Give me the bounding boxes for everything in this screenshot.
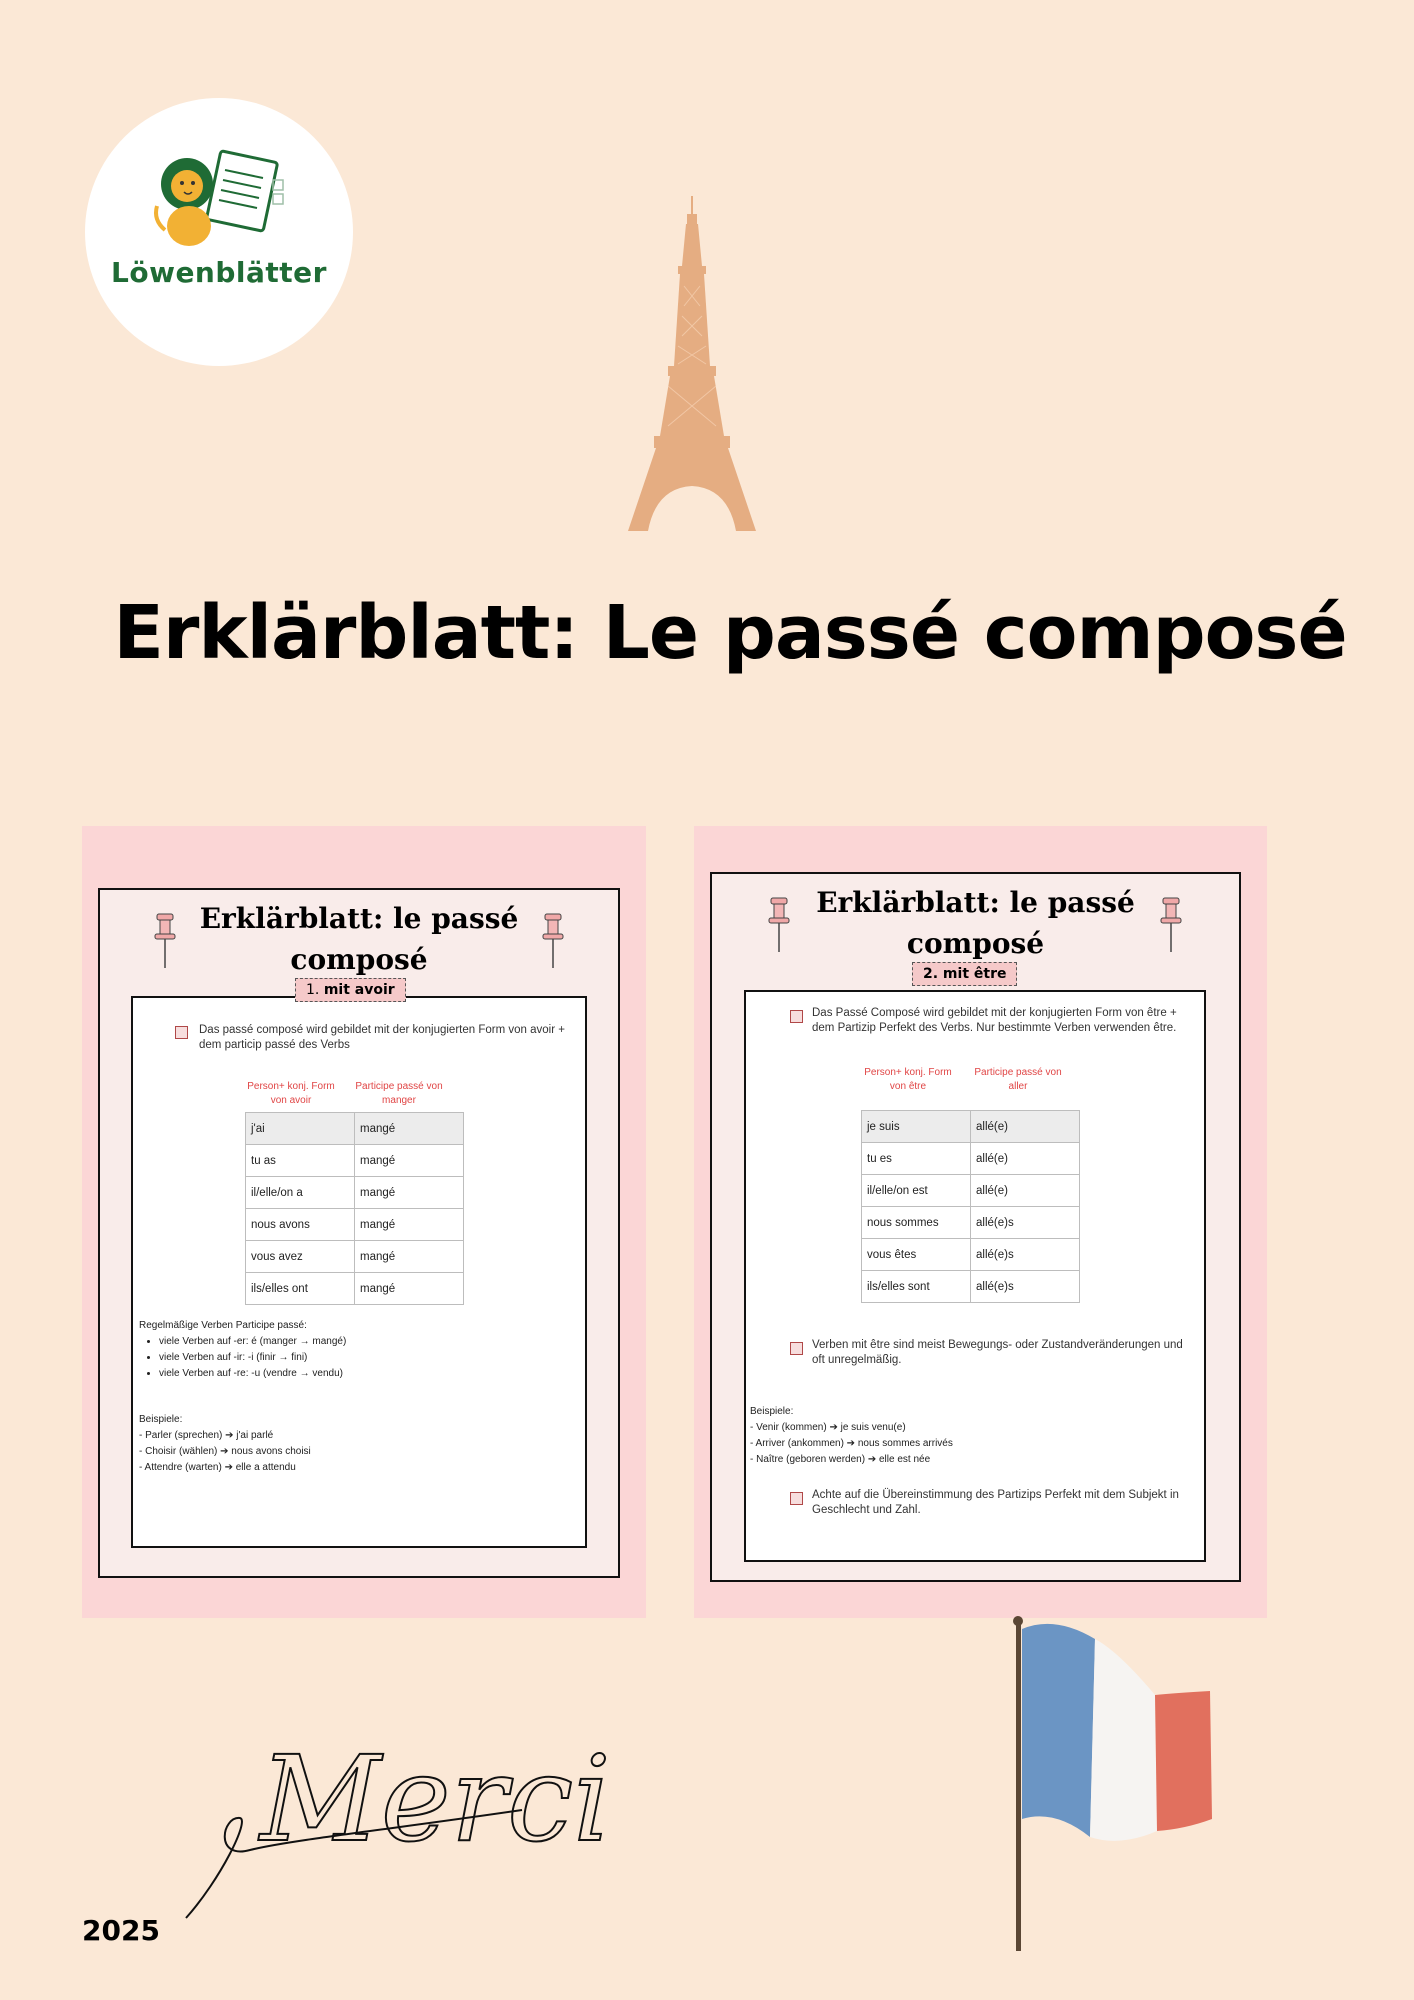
list-item: • viele Verben auf -ir: -i (finir → fini) — [159, 1350, 569, 1366]
list-item: • viele Verben auf -er: é (manger → mangé) — [159, 1334, 569, 1350]
checkbox-icon — [790, 1010, 803, 1023]
svg-text:Merci: Merci — [260, 1730, 611, 1868]
list-item: - Venir (kommen) ➔ je suis venu(e) — [750, 1422, 906, 1433]
table-row: vous êtes allé(e)s — [862, 1239, 1080, 1271]
note-text: Verben mit être sind meist Bewegungs- oder Zustandveränderungen und oft unregelmäßig. — [812, 1339, 1183, 1366]
table-row: il/elle/on a mangé — [246, 1177, 464, 1209]
worksheet-content — [744, 966, 1206, 1562]
column-header: Person+ konj. Form von être — [864, 1067, 952, 1092]
table-row: vous avez mangé — [246, 1241, 464, 1273]
brand-name: Löwenblätter — [111, 256, 327, 289]
section-tag: 1. mit avoir — [295, 978, 406, 1002]
note-text: Achte auf die Übereinstimmung des Partizips Perfekt mit dem Subjekt in Geschlecht und Zahl. — [812, 1489, 1179, 1516]
list-item: - Parler (sprechen) ➔ j'ai parlé — [139, 1430, 274, 1441]
checkbox-icon — [175, 1026, 188, 1039]
worksheet-title: Erklärblatt: le passé composé — [199, 902, 519, 976]
table-row: j'ai mangé — [246, 1113, 464, 1145]
worksheet-content — [131, 982, 587, 1548]
merci-signature — [180, 1700, 611, 1930]
table-row: tu es allé(e) — [862, 1143, 1080, 1175]
table-row: il/elle/on est allé(e) — [862, 1175, 1080, 1207]
section-tag: 2. mit être — [912, 962, 1017, 986]
intro-text: Das passé composé wird gebildet mit der konjugierten Form von avoir + dem particip passé des Verbs — [199, 1024, 565, 1051]
worksheet-title: Erklärblatt: le passé composé — [816, 886, 1135, 960]
examples-block: Beispiele: - Parler (sprechen) ➔ j'ai parlé - Choisir (wählen) ➔ nous avons choisi - Attendre (warten) ➔ elle a attendu — [139, 1412, 569, 1476]
page-title: Erklärblatt: Le passé composé — [113, 590, 1347, 676]
list-item: - Attendre (warten) ➔ elle a attendu — [139, 1462, 296, 1473]
column-header: Participe passé von aller — [974, 1067, 1062, 1092]
table-row: ils/elles ont mangé — [246, 1273, 464, 1305]
worksheet-card-etre — [694, 826, 1267, 1618]
list-item: - Naître (geboren werden) ➔ elle est née — [750, 1454, 931, 1465]
worksheet-sheet — [98, 888, 620, 1578]
examples-block: Beispiele: - Venir (kommen) ➔ je suis venu(e) - Arriver (ankommen) ➔ nous sommes arrivés - Naître (geboren werden) ➔ elle est née — [750, 1404, 1190, 1468]
french-flag-icon — [1000, 1615, 1220, 1955]
list-item: - Arriver (ankommen) ➔ nous sommes arrivés — [750, 1438, 953, 1449]
table-row: nous sommes allé(e)s — [862, 1207, 1080, 1239]
table-row: tu as mangé — [246, 1145, 464, 1177]
worksheet-sheet — [710, 872, 1241, 1582]
table-row: ils/elles sont allé(e)s — [862, 1271, 1080, 1303]
conjugation-table — [245, 1112, 464, 1305]
table-row: nous avons mangé — [246, 1209, 464, 1241]
list-item: • viele Verben auf -re: -u (vendre → vendu) — [159, 1366, 569, 1382]
logo — [85, 98, 353, 366]
eiffel-tower-icon — [628, 196, 758, 531]
conjugation-table — [861, 1110, 1080, 1303]
checkbox-icon — [790, 1492, 803, 1505]
lion-book-icon — [145, 150, 295, 250]
column-header: Participe passé von manger — [355, 1081, 443, 1106]
list-item: - Choisir (wählen) ➔ nous avons choisi — [139, 1446, 311, 1457]
year-label: 2025 — [82, 1914, 160, 1947]
checkbox-icon — [790, 1342, 803, 1355]
worksheet-card-avoir — [82, 826, 646, 1618]
intro-text: Das Passé Composé wird gebildet mit der konjugierten Form von être + dem Partizip Perfekt des Verbs. Nur bestimmte Verben verwenden être. — [812, 1007, 1177, 1034]
column-header: Person+ konj. Form von avoir — [247, 1081, 335, 1106]
table-row: je suis allé(e) — [862, 1111, 1080, 1143]
rules-block: Regelmäßige Verben Participe passé: • viele Verben auf -er: é (manger → mangé) • viele Verben auf -ir: -i (finir → fini) • viele Verben auf -re: -u (vendre → vendu) — [139, 1318, 569, 1382]
